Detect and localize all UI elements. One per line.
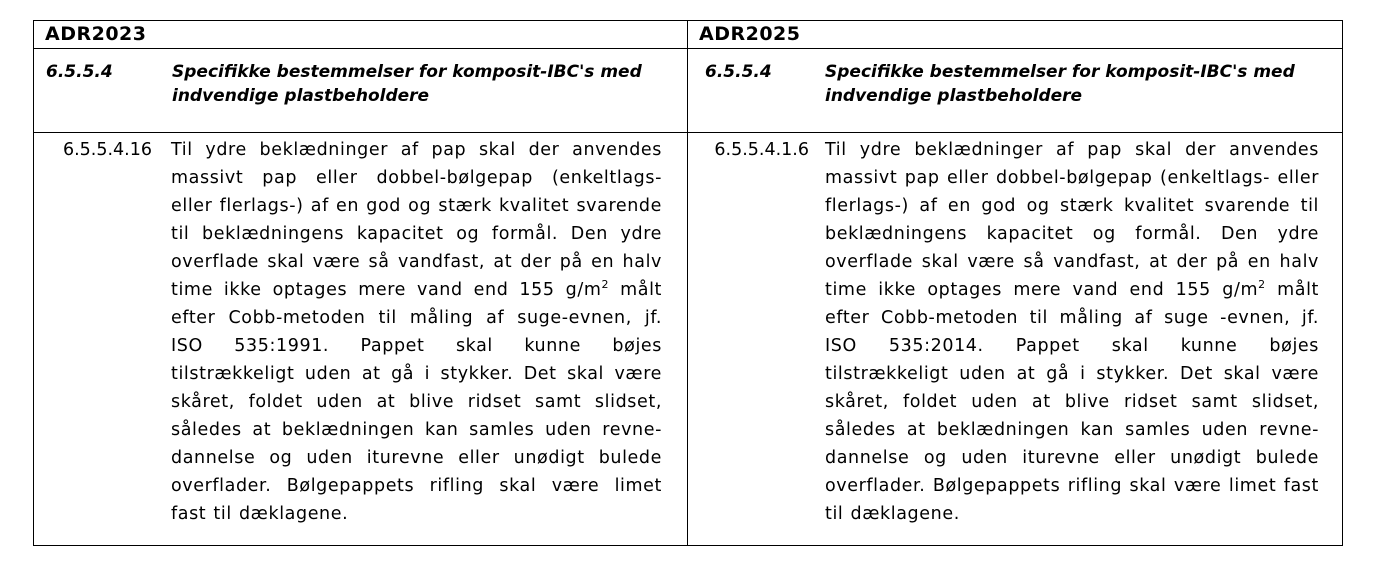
right-section-number: 6.5.5.4 <box>705 62 772 82</box>
left-text-part-1: Til ydre beklædninger af pap skal der anvendes massivt pap eller dobbel-bølgepap (enkeltlags- eller flerlags-) af en god og stærk kvalitet svarende til beklædningens kapacitet og formål. Den ydre overflade skal være så vandfast, at der på en halv time ikke optages mere vand end 155 g/m <box>171 140 662 300</box>
right-text-part-1: Til ydre beklædninger af pap skal der anvendes massivt pap eller dobbel-bølgepap (enkeltlags- eller flerlags-) af en god og stærk kvalitet svarende til beklædningens kapacitet og formål. Den ydre overflade skal være så vandfast, at der på en halv time ikke optages mere vand end 155 g/m <box>825 140 1319 300</box>
left-section-number: 6.5.5.4 <box>46 62 113 82</box>
right-column-header: ADR2025 <box>688 21 1343 49</box>
right-paragraph-number: 6.5.5.4.1.6 <box>714 140 809 160</box>
header-row <box>34 21 1343 49</box>
left-paragraph-number: 6.5.5.4.16 <box>62 140 152 160</box>
left-superscript: 2 <box>601 278 610 291</box>
left-text-part-2: målt efter Cobb-metoden til måling af suge-evnen, jf. ISO 535:1991. Pappet skal kunne bøjes tilstrækkeligt uden at gå i stykker. Det skal være skåret, foldet uden at blive ridset samt slidset, således at beklædningen kan samles uden revne-dannelse og uden iturevne eller unødigt bulede overflader. Bølgepappets rifling skal være limet fast til dæklagene. <box>171 280 663 524</box>
comparison-table <box>33 20 1343 546</box>
right-paragraph-text <box>825 136 1319 528</box>
right-text-part-2: målt efter Cobb-metoden til måling af suge -evnen, jf. ISO 535:2014. Pappet skal kunne bøjes tilstrækkeligt uden at gå i stykker. Det skal være skåret, foldet uden at blive ridset samt slidset, således at beklædningen kan samles uden revne-dannelse og uden iturevne eller unødigt bulede overflader. Bølgepappets rifling skal være limet fast til dæklagene. <box>825 280 1320 524</box>
right-section-title: Specifikke bestemmelser for komposit-IBC's med indvendige plastbeholdere <box>825 62 1295 106</box>
left-section-title: Specifikke bestemmelser for komposit-IBC's med indvendige plastbeholdere <box>172 62 642 106</box>
right-section-cell <box>688 49 1343 133</box>
left-column-header: ADR2023 <box>34 21 688 49</box>
section-row <box>34 49 1343 133</box>
right-body-cell <box>688 133 1343 546</box>
body-row <box>34 133 1343 546</box>
left-paragraph-text <box>171 136 662 528</box>
left-section-cell <box>34 49 688 133</box>
left-body-cell <box>34 133 688 546</box>
right-superscript: 2 <box>1258 278 1266 291</box>
